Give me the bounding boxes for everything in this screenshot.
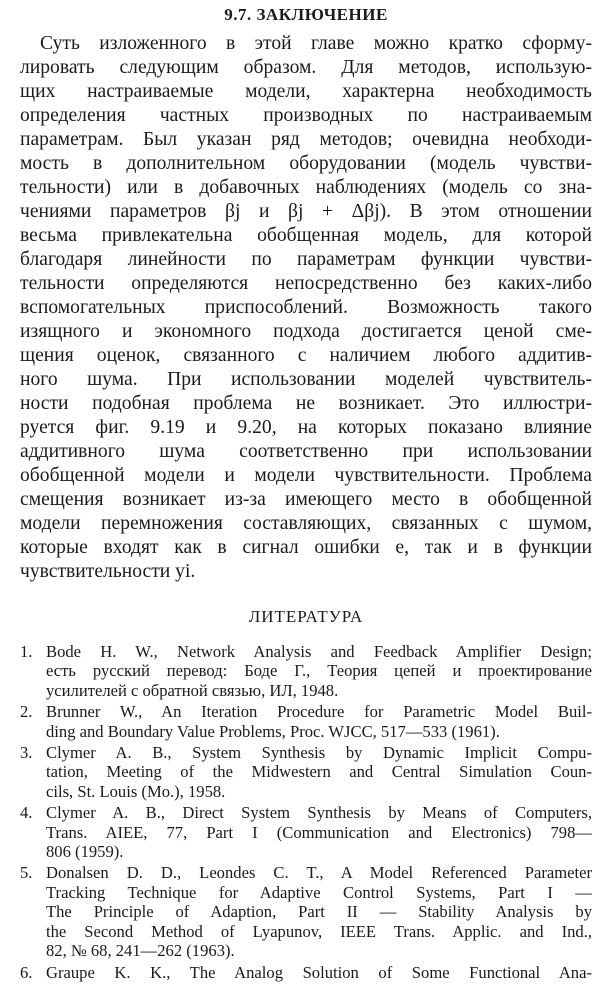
body-line: изящного и экономного подхода достигается ценой сме-	[20, 321, 592, 342]
reference-number: 1.	[20, 642, 33, 661]
body-line: модели перемножения составляющих, связанных с шумом,	[20, 513, 592, 534]
body-line: ного шума. При использовании моделей чувствитель-	[20, 369, 592, 390]
reference-line: Donalsen D. D., Leondes C. T., A Model Referenced Parameter	[46, 863, 592, 883]
reference-number: 2.	[20, 702, 33, 722]
reference-item	[20, 642, 592, 700]
body-line: аддитивного шума соответственно при использовании	[20, 441, 592, 462]
body-line: чувствительности yi.	[20, 561, 196, 582]
body-line: чениями параметров βj и βj + Δβj). В этом отношении	[20, 201, 592, 222]
body-line: тельности определяются непосредственно без каких-либо	[20, 273, 592, 294]
document-page	[20, 0, 592, 984]
body-line: лировать следующим образом. Для методов, использую-	[20, 57, 592, 78]
body-line: тельности) или в добавочных наблюдениях (модель со зна-	[20, 177, 592, 198]
body-line: которые входят как в сигнал ошибки e, так и в функции	[20, 537, 592, 558]
body-line: мость в дополнительном оборудовании (модель чувстви-	[20, 153, 592, 174]
reference-line: есть русский перевод: Боде Г., Теория цепей и проектирование	[46, 661, 592, 681]
body-line: обобщенной модели и модели чувствительности. Проблема	[20, 465, 592, 486]
body-line: смещения возникает из-за имеющего место в обобщенной	[20, 489, 592, 510]
body-line: щения оценок, связанного с наличием любого аддитив-	[20, 345, 592, 366]
body-line: определения частных производных по настраиваемым	[20, 105, 592, 126]
body-line: ности подобная проблема не возникает. Это иллюстри-	[20, 393, 592, 414]
reference-list	[20, 642, 592, 982]
reference-line: Brunner W., An Iteration Procedure for Parametric Model Buil-	[46, 702, 592, 722]
body-line: благодаря линейности по параметрам функции чувстви-	[20, 249, 592, 270]
reference-line: Bode H. W., Network Analysis and Feedback Amplifier Design;	[46, 642, 592, 661]
reference-number: 4.	[20, 803, 33, 823]
reference-line: Trans. AIEE, 77, Part I (Communication and Electronics) 798—	[46, 822, 592, 842]
body-line: параметрам. Был указан ряд методов; очевидна необходи-	[20, 129, 592, 150]
reference-item	[20, 743, 592, 801]
reference-line: 82, № 68, 241—262 (1963).	[46, 941, 235, 961]
reference-line: Clymer A. B., Direct System Synthesis by Means of Computers,	[46, 803, 592, 823]
reference-number: 3.	[20, 743, 33, 763]
reference-number: 6.	[20, 962, 33, 982]
section-heading: 9.7. ЗАКЛЮЧЕНИЕ	[224, 5, 388, 24]
reference-line: Clymer A. B., System Synthesis by Dynamic Implicit Compu-	[46, 743, 592, 763]
reference-line: 806 (1959).	[46, 842, 124, 862]
reference-line: ding and Boundary Value Problems, Proc. WJCC, 517—533 (1961).	[46, 721, 500, 741]
body-line: весьма привлекательна обобщенная модель, для которой	[20, 225, 592, 246]
reference-item	[20, 863, 592, 960]
reference-line: Graupe K. K., The Analog Solution of Some Functional Ana-	[46, 962, 592, 982]
section-body	[20, 32, 592, 584]
reference-item	[20, 963, 592, 982]
reference-line: The Principle of Adaption, Part II — Stability Analysis by	[46, 902, 592, 922]
body-line: вспомогательных приспособлений. Возможность такого	[20, 297, 592, 318]
body-line: руется фиг. 9.19 и 9.20, на которых показано влияние	[20, 417, 592, 438]
reference-line: the Second Method of Lyapunov, IEEE Trans. Applic. and Ind.,	[46, 921, 592, 941]
reference-line: cils, St. Louis (Mo.), 1958.	[46, 781, 226, 801]
reference-line: усилителей с обратной связью, ИЛ, 1948.	[46, 680, 339, 700]
reference-number: 5.	[20, 863, 33, 883]
body-line: Суть изложенного в этой главе можно кратко сформу-	[40, 33, 592, 54]
reference-line: tation, Meeting of the Midwestern and Central Simulation Coun-	[46, 762, 592, 782]
reference-item	[20, 803, 592, 861]
reference-line: Tracking Technique for Adaptive Control Systems, Part I —	[46, 882, 592, 902]
body-line: щих настраиваемые модели, характерна необходимость	[20, 81, 592, 102]
reference-item	[20, 702, 592, 741]
literature-heading: ЛИТЕРАТУРА	[248, 607, 364, 626]
